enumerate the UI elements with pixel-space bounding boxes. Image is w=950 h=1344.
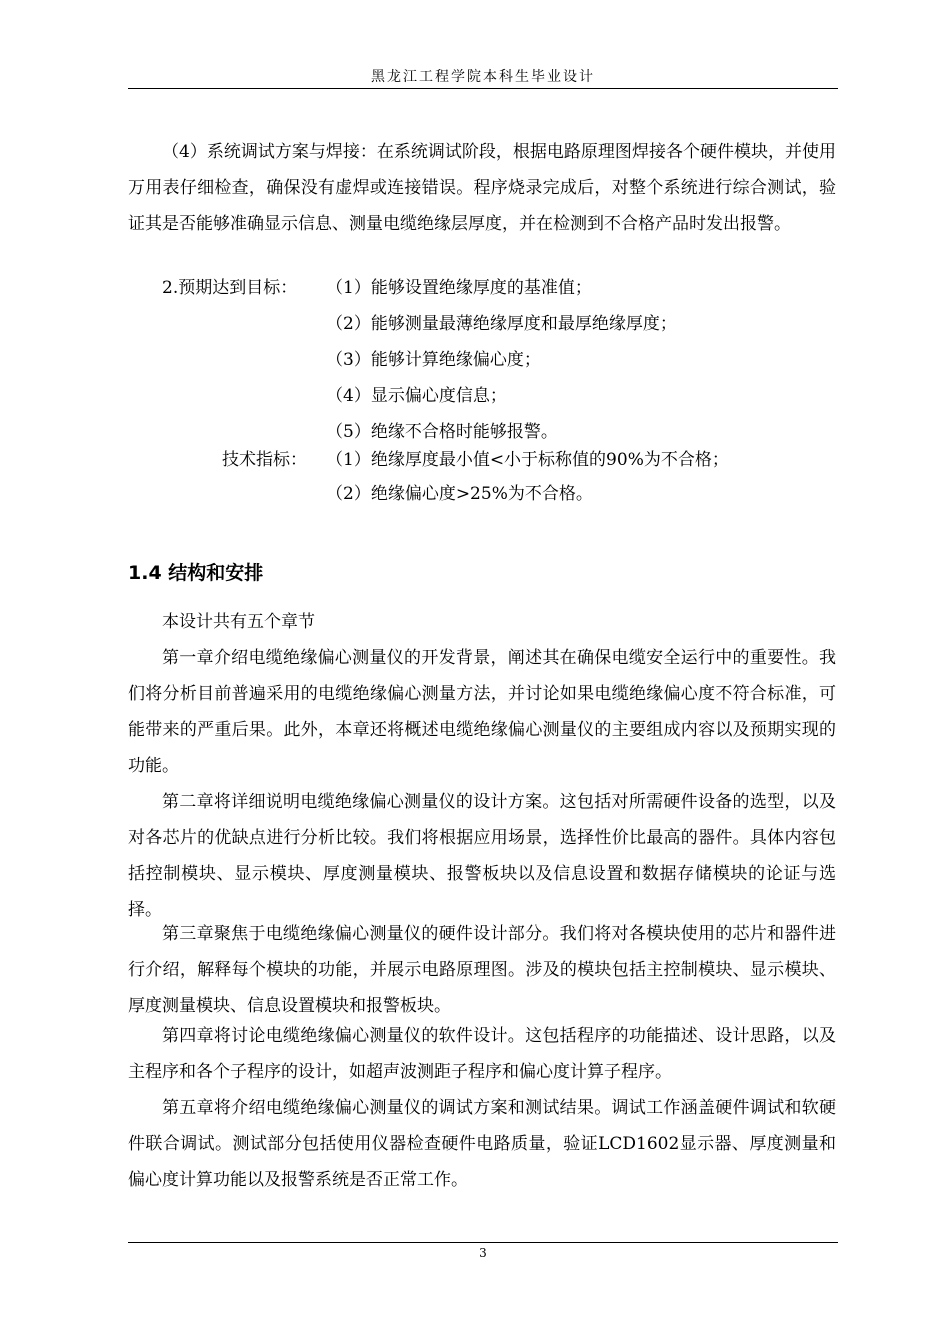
tech-spec-item: （1）绝缘厚度最小值<小于标称值的90%为不合格； xyxy=(326,450,729,470)
goal-item: （1）能够设置绝缘厚度的基准值； xyxy=(326,278,592,298)
header-rule xyxy=(128,88,838,89)
goal-item: （2）能够测量最薄绝缘厚度和最厚绝缘厚度； xyxy=(326,314,677,334)
page-header: 黑龙江工程学院本科生毕业设计 xyxy=(371,69,595,85)
chapter-5-paragraph: 第五章将介绍电缆绝缘偏心测量仪的调试方案和测试结果。调试工作涵盖硬件调试和软硬件联合调试。测试部分包括使用仪器检查硬件电路质量，验证LCD1602显示器、厚度测量和偏心度计算功能以及报警系统是否正常工作。 xyxy=(128,1098,836,1190)
tech-spec-item: （2）绝缘偏心度>25%为不合格。 xyxy=(326,484,593,504)
section-intro: 本设计共有五个章节 xyxy=(162,612,315,632)
page-number: 3 xyxy=(479,1246,487,1260)
goal-item: （5）绝缘不合格时能够报警。 xyxy=(326,422,558,442)
goal-item: （4）显示偏心度信息； xyxy=(326,386,507,406)
tech-specs-label: 技术指标： xyxy=(222,450,307,470)
goals-label: 2.预期达到目标： xyxy=(162,278,298,298)
intro-paragraph: （4）系统调试方案与焊接：在系统调试阶段，根据电路原理图焊接各个硬件模块，并使用万用表仔细检查，确保没有虚焊或连接错误。程序烧录完成后，对整个系统进行综合测试，验证其是否能够准确显示信息、测量电缆绝缘层厚度，并在检测到不合格产品时发出报警。 xyxy=(128,142,836,234)
section-title: 1.4 结构和安排 xyxy=(128,562,264,584)
chapter-3-paragraph: 第三章聚焦于电缆绝缘偏心测量仪的硬件设计部分。我们将对各模块使用的芯片和器件进行介绍，解释每个模块的功能，并展示电路原理图。涉及的模块包括主控制模块、显示模块、厚度测量模块、信息设置模块和报警板块。 xyxy=(128,924,836,1016)
footer-rule xyxy=(128,1242,838,1243)
chapter-4-paragraph: 第四章将讨论电缆绝缘偏心测量仪的软件设计。这包括程序的功能描述、设计思路，以及主程序和各个子程序的设计，如超声波测距子程序和偏心度计算子程序。 xyxy=(128,1026,836,1082)
chapter-2-paragraph: 第二章将详细说明电缆绝缘偏心测量仪的设计方案。这包括对所需硬件设备的选型，以及对各芯片的优缺点进行分析比较。我们将根据应用场景，选择性价比最高的器件。具体内容包括控制模块、显示模块、厚度测量模块、报警板块以及信息设置和数据存储模块的论证与选择。 xyxy=(128,792,836,920)
chapter-1-paragraph: 第一章介绍电缆绝缘偏心测量仪的开发背景，阐述其在确保电缆安全运行中的重要性。我们将分析目前普遍采用的电缆绝缘偏心测量方法，并讨论如果电缆绝缘偏心度不符合标准，可能带来的严重后果。此外，本章还将概述电缆绝缘偏心测量仪的主要组成内容以及预期实现的功能。 xyxy=(128,648,836,776)
goal-item: （3）能够计算绝缘偏心度； xyxy=(326,350,541,370)
